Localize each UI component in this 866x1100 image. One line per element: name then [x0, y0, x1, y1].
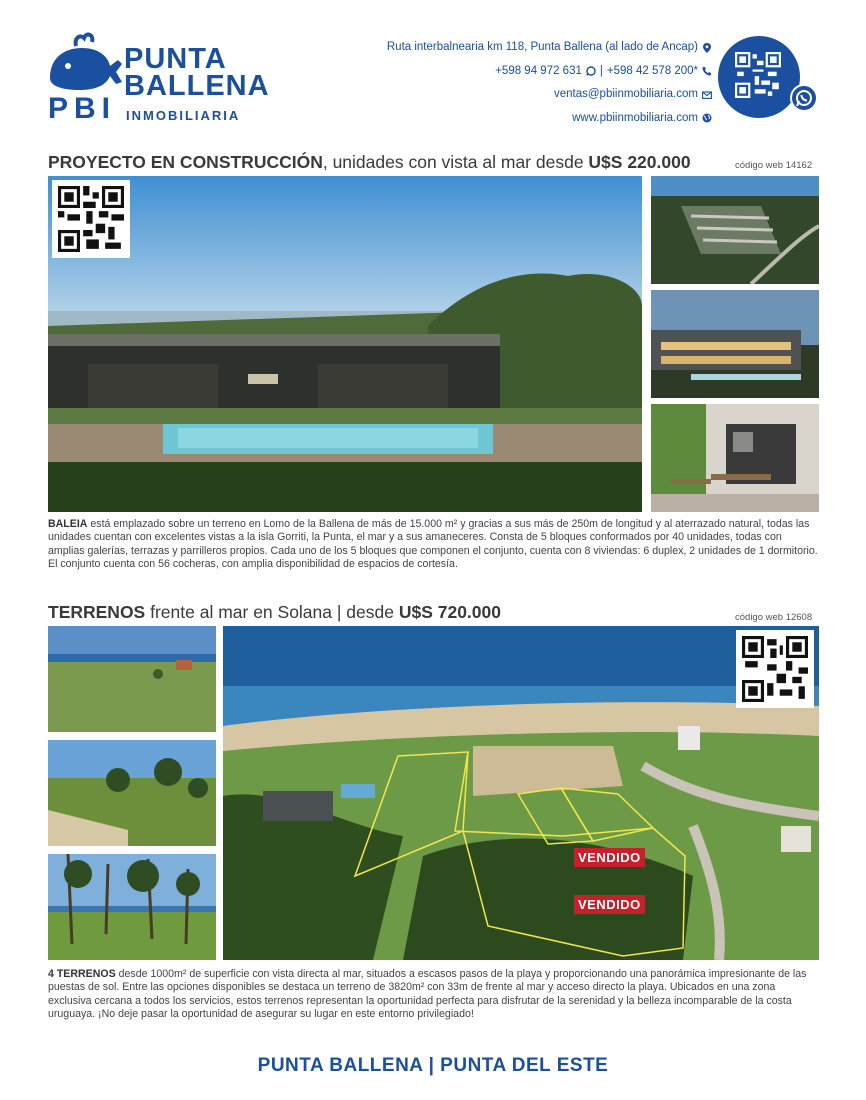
listing2-lead: 4 TERRENOS — [48, 968, 116, 980]
listing1-main-photo[interactable] — [48, 176, 642, 512]
contact-phones: +598 94 972 631 | +598 42 578 200* — [387, 60, 712, 84]
listing1-price: U$S 220.000 — [588, 152, 691, 172]
qr-code-icon — [742, 636, 808, 702]
listing1-name: BALEIA — [48, 518, 88, 530]
listing1-title-rest: , unidades con vista al mar desde — [322, 152, 589, 172]
email-link[interactable]: ventas@pbiinmobiliaria.com — [554, 88, 698, 100]
brand-name — [124, 43, 270, 102]
listing2-photo-trees[interactable] — [48, 740, 216, 846]
listing2-photo-forest[interactable] — [48, 854, 216, 960]
whatsapp-icon — [792, 86, 816, 110]
whatsapp-badge[interactable] — [790, 84, 818, 112]
contact-address — [387, 36, 712, 60]
globe-icon — [702, 113, 712, 123]
listing1-photo-aerial[interactable] — [651, 176, 819, 284]
contact-block — [387, 36, 712, 130]
sold-label: VENDIDO — [574, 848, 645, 867]
brand-name-line1: PUNTA — [124, 43, 227, 75]
listing1-description — [48, 518, 820, 572]
phone-icon — [702, 66, 712, 76]
listing2-price: U$S 720.000 — [398, 602, 501, 622]
phone-office[interactable]: +598 42 578 200* — [606, 64, 698, 77]
web-link[interactable]: www.pbiinmobiliaria.com — [572, 111, 698, 124]
footer-tagline: PUNTA BALLENA | PUNTA DEL ESTE — [257, 1055, 609, 1076]
listing2-description — [48, 968, 820, 1022]
brand-logo[interactable] — [46, 30, 296, 130]
listing2-title-rest: frente al mar en Solana | desde — [145, 602, 399, 622]
mail-icon — [702, 90, 712, 100]
qr-code-icon — [735, 52, 781, 98]
listing2-description-text: desde 1000m² de superficie con vista directa al mar, situados a escasos pasos de la playa y proporcionando una panorámica impresionante de las puestas de sol. Entre las opciones disponibles se destaca un terreno de 3820m² con 33m de frente al mar y acceso directo la playa. Ubicados en una zona exclusiva cercana a todos los servicios, estos terrenos representan la oportunidad perfecta para disfrutar de la serenidad y la belleza incomparable de la costa uruguaya. ¡No deje pasar la oportunidad de asegurar su lugar en este entorno privilegiado! — [48, 968, 807, 1021]
listing1-photo-interior[interactable] — [651, 404, 819, 512]
listing1-title: PROYECTO EN CONSTRUCCIÓN — [48, 152, 323, 172]
listing1-description-text: está emplazado sobre un terreno en Lomo de la Ballena de más de 15.000 m² y gracias a sus más de 250m de longitud y al aterrazado natural, todas las unidades cuentan con excelentes vistas a la isla Gorriti, la Punta, el mar y a sus amaneceres. Consta de 5 bloques conformados por 40 unidades, todas con amplias galerías, terrazas y parrilleros propios. Cada uno de los 5 bloques que componen el conjunto, cuenta con 8 viviendas: 6 duplex, 2 unidades de 1 dormitorio. El conjunto cuenta con 56 cocheras, con amplia disponibilidad de espacios de cortesía. — [48, 518, 818, 571]
listing1-qr[interactable] — [52, 180, 130, 258]
listing2-main-photo[interactable] — [223, 626, 819, 960]
sold-label: VENDIDO — [574, 895, 645, 914]
brand-name-line2: BALLENA — [124, 70, 270, 102]
address-text: Ruta interbalnearia km 118, Punta Ballena (al lado de Ancap) — [386, 41, 698, 53]
brand-initials: PBI — [48, 92, 117, 125]
qr-code-icon — [58, 186, 124, 252]
phone-whatsapp[interactable]: +598 94 972 631 — [495, 64, 582, 77]
listing2-qr[interactable] — [736, 630, 814, 708]
listing2-title: TERRENOS — [48, 602, 146, 622]
whale-icon — [46, 30, 126, 92]
listing2-photo-coast[interactable] — [48, 626, 216, 732]
whatsapp-icon — [586, 66, 596, 76]
contact-web — [387, 107, 712, 131]
contact-email — [387, 83, 712, 107]
listing1-code: código web 14162 — [735, 160, 813, 171]
brand-subtitle: INMOBILIARIA — [126, 108, 241, 123]
listing1-heading — [48, 152, 691, 173]
listing1-photo-night[interactable] — [651, 290, 819, 398]
listing2-code: código web 12608 — [735, 612, 813, 623]
listing2-heading — [48, 602, 501, 623]
header-qr-badge[interactable] — [718, 36, 800, 118]
location-pin-icon — [702, 43, 712, 53]
